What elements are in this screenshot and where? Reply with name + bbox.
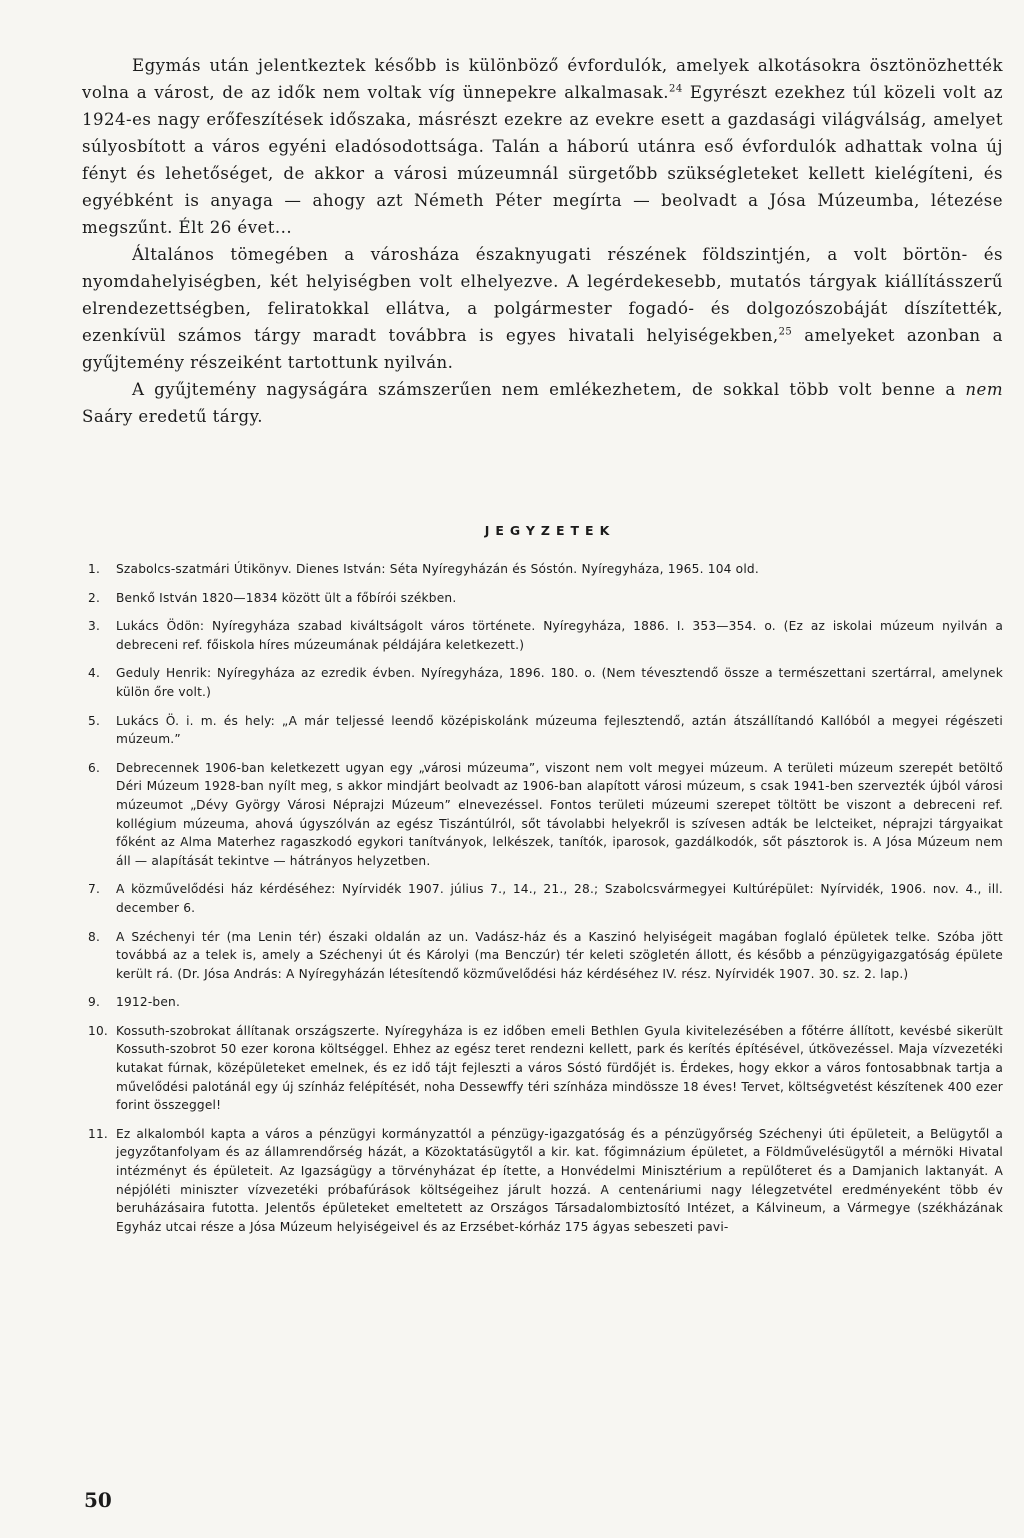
note-item bbox=[82, 589, 1003, 608]
main-text bbox=[82, 52, 1003, 430]
paragraph-3-emphasis: nem bbox=[965, 380, 1003, 399]
note-number: 4. bbox=[88, 666, 101, 681]
note-number: 11. bbox=[88, 1126, 108, 1141]
note-text: A Széchenyi tér (ma Lenin tér) északi oldalán az un. Vadász-ház és a Kaszinó helyiségeit magában foglaló épületek telke. Szóba jött továbbá az a telek is, amely a Széchenyi út és Károlyi (ma Benczúr) tér keleti szögletén állott, és később a pénzügyigazgatóság épülete került rá. (Dr. Jósa András: A Nyíregyházán létesítendő közművelődési ház kérdéséhez IV. rész. Nyírvidék 1907. 30. sz. 2. lap.) bbox=[116, 929, 1003, 981]
note-item bbox=[82, 560, 1003, 579]
footnote-ref-25: 25 bbox=[778, 326, 793, 338]
note-text: Geduly Henrik: Nyíregyháza az ezredik évben. Nyíregyháza, 1896. 180. o. (Nem tévesztendő össze a természettani szertárral, amelynek külön őre volt.) bbox=[116, 666, 1003, 699]
note-text: Benkő István 1820—1834 között ült a főbírói székben. bbox=[116, 590, 457, 605]
footnote-ref-24: 24 bbox=[669, 83, 683, 95]
note-text: 1912-ben. bbox=[116, 995, 181, 1010]
note-number: 8. bbox=[88, 929, 101, 944]
note-text: Ez alkalomból kapta a város a pénzügyi kormányzattól a pénzügy-igazgatóság és a pénzügyőrség Széchenyi úti épületeit, a Belügytől a jegyzőtanfolyam és az államrendőrség házát, a Közoktatásügytől a kir. kat. főgimnázium épületet, a Földművelésügytől a mérnöki Hivatal intézményt és épületeit. Az Igazságügy a törvényházat ép ítette, a Honvédelmi Minisztérium a repülőteret és a Damjanich laktanyát. A népjóléti miniszter vízvezetéki próbafúrások költségeihez járult hozzá. A centenáriumi nagy lélegzetvétel eredményeként több év beruházásaira futotta. Jelentős épületeket emeltetett az Országos Társadalombiztosító Intézet, a Kálvineum, a Vármegye (székházának Egyház utcai része a Jósa Múzeum helyiségeivel és az Erzsébet-kórház 175 ágyas sebeszeti pavi- bbox=[116, 1126, 1003, 1234]
note-item bbox=[82, 993, 1003, 1012]
note-text: Lukács Ö. i. m. és hely: „A már teljessé leendő középiskolánk múzeuma fejlesztendő, aztán átszállítandó Kallóból a megyei régészeti múzeum.” bbox=[116, 713, 1003, 747]
note-number: 1. bbox=[88, 562, 101, 576]
note-text: Debrecennek 1906-ban keletkezett ugyan egy „városi múzeuma”, viszont nem volt megyei múzeum. A területi múzeum szerepét betöltő Déri Múzeum 1928-ban nyílt meg, s akkor mindjárt beolvadt az 1906-ban alapított városi múzeum, s csak 1941-ben szervezték újból városi múzeumot „Dévy György Városi Néprajzi Múzeum” elnevezéssel. Fontos területi múzeumi szerepet töltött be viszont a debreceni ref. kollégium múzeuma, ahová úgyszólván az egész Tiszántúlról, sőt távolabbi helyekről is szívesen adták be lelcteiket, néprajzi tárgyaikat főként az Alma Materhez ragaszkodó egykori tanítványok, lelkészek, tanítók, iparosok, gazdálkodók, sőt pásztorok is. A Jósa Múzeum nem áll — alapítását tekintve — hátrányos helyzetben. bbox=[116, 760, 1003, 868]
note-number: 9. bbox=[88, 995, 101, 1010]
paragraph-1-text-a: Egymás után jelentkeztek később is különböző évfordulók, amelyek alkotásokra ösztönözhették volna a várost, de az idők nem voltak víg ünnepekre alkalmasak. bbox=[82, 56, 1003, 102]
note-item bbox=[82, 617, 1003, 654]
note-item bbox=[82, 712, 1003, 749]
note-item bbox=[82, 928, 1003, 984]
page-number: 50 bbox=[84, 1488, 112, 1512]
note-number: 7. bbox=[88, 882, 101, 897]
note-text: Szabolcs-szatmári Útikönyv. Dienes István: Séta Nyíregyházán és Sóstón. Nyíregyháza, 1965. 104 old. bbox=[116, 562, 759, 576]
paragraph-3-text-a: A gyűjtemény nagyságára számszerűen nem emlékezhetem, de sokkal több volt benne a bbox=[132, 380, 966, 399]
notes-heading: JEGYZETEK bbox=[484, 523, 616, 538]
note-text: Lukács Ödön: Nyíregyháza szabad kiváltságolt város története. Nyíregyháza, 1886. I. 353—354. o. (Ez az iskolai múzeum nyilván a debreceni ref. főiskola híres múzeumának példájára keletkezett.) bbox=[116, 619, 1003, 652]
note-number: 6. bbox=[88, 760, 101, 775]
paragraph-2 bbox=[82, 241, 1003, 376]
paragraph-1-text-b: Egyrészt ezekhez túl közeli volt az 1924-es nagy erőfeszítések időszaka, másrészt ezekre az evekre esett a gazdasági világválság, amelyet súlyosbított a város egyéni eladósodottsága. Talán a háború utánra eső évfordulók adhattak volna új fényt és lehetőséget, de akkor a városi múzeumnál sürgetőbb szükségleteket kellett kielégíteni, és egyébként is anyaga — ahogy azt Németh Péter megírta — beolvadt a Jósa Múzeumba, létezése megszűnt. Élt 26 évet... bbox=[82, 83, 1003, 237]
note-item bbox=[82, 1125, 1003, 1237]
paragraph-2-text-b: amelyeket azonban a gyűjtemény részeiként tartottunk nyilván. bbox=[82, 326, 1003, 372]
note-number: 2. bbox=[88, 590, 101, 605]
note-text: Kossuth-szobrokat állítanak országszerte. Nyíregyháza is ez időben emeli Bethlen Gyula kivitelezésében a főtérre állított, kevésbé sikerült Kossuth-szobrot 50 ezer korona költséggel. Ehhez az egész teret rendezni kellett, park és kerítés építésével, útkövezéssel. Maja vízvezetéki kutakat fúrnak, középületeket emelnek, és ez idő tájt fejleszti a város Sóstó fürdőjét is. Érdekes, hogy ekkor a város fontosabbnak tartja a művelődési palotánál egy új színház felépítését, noha Dessewffy téri színháza mindössze 18 éves! Tervet, költségvetést készítenek 400 ezer forint összeggel! bbox=[116, 1023, 1003, 1113]
note-text: A közművelődési ház kérdéséhez: Nyírvidék 1907. július 7., 14., 21., 28.; Szabolcsvármegyei Kultúrépület: Nyírvidék, 1906. nov. 4., ill. december 6. bbox=[116, 882, 1003, 915]
paragraph-3-text-b: Saáry eredetű tárgy. bbox=[82, 407, 263, 426]
note-item bbox=[82, 880, 1003, 917]
note-item bbox=[82, 759, 1003, 871]
note-item bbox=[82, 664, 1003, 701]
note-number: 5. bbox=[88, 713, 101, 728]
paragraph-1 bbox=[82, 52, 1003, 241]
note-number: 3. bbox=[88, 619, 101, 634]
note-number: 10. bbox=[88, 1023, 108, 1038]
note-item bbox=[82, 1022, 1003, 1115]
paragraph-2-text-a: Általános tömegében a városháza északnyugati részének földszintjén, a volt börtön- és nyomdahelyiségben, két helyiségben volt elhelyezve. A legérdekesebb, mutatós tárgyak kiállításszerű elrendezettségben, feliratokkal ellátva, a polgármester fogadó- és dolgozószobáját díszítették, ezenkívül számos tárgy maradt továbbra is egyes hivatali helyiségekben, bbox=[82, 245, 1003, 345]
notes-list bbox=[82, 560, 1003, 1246]
paragraph-3 bbox=[82, 376, 1003, 430]
